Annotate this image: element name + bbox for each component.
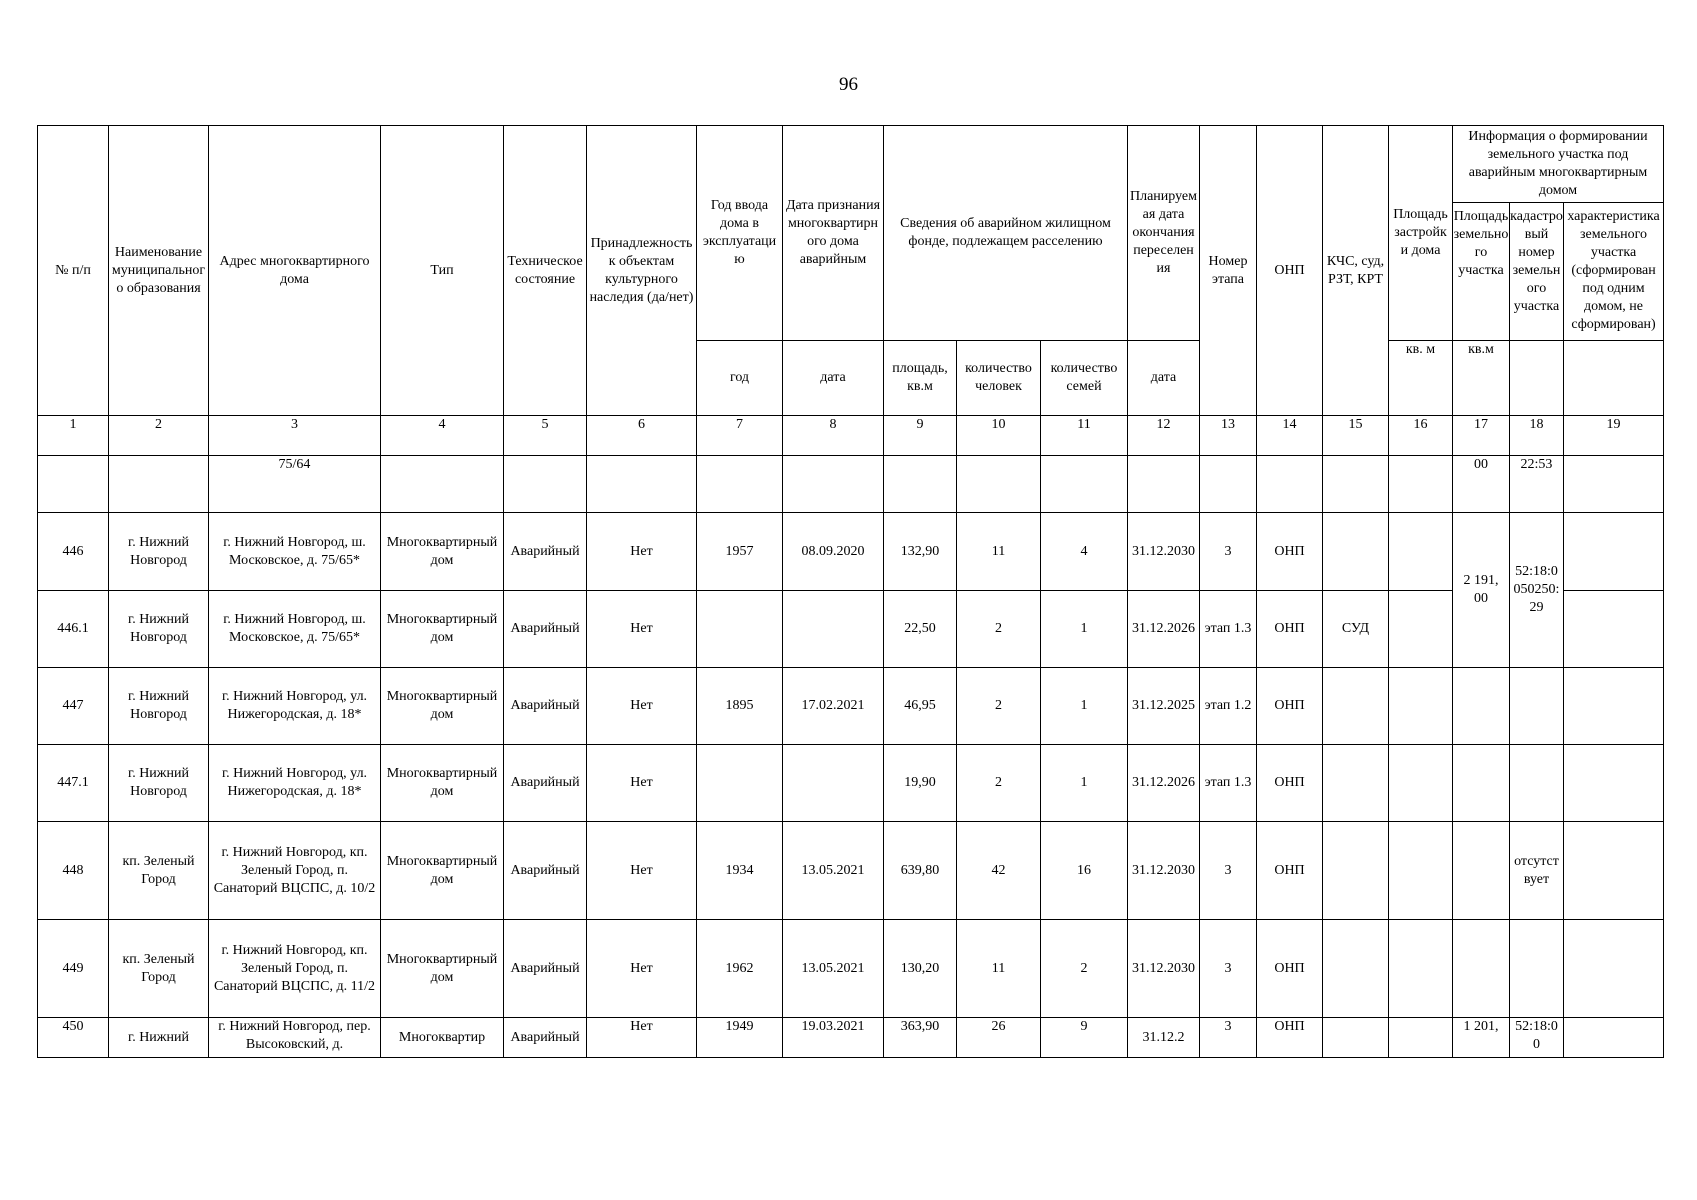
build-area-cell: [1389, 1018, 1453, 1058]
subheader-year: год: [697, 341, 783, 416]
kchs-cell: [1323, 745, 1389, 822]
address-cell: г. Нижний Новгород, кп. Зеленый Город, п. Санаторий ВЦСПС, д. 10/2: [209, 822, 381, 920]
families-cell: 1: [1041, 668, 1128, 745]
num-cell: 450: [38, 1018, 109, 1058]
character-cell: [1564, 822, 1664, 920]
header-cadastral: кадастровый номер земельного участка: [1510, 203, 1564, 340]
header-plan-date: Планируемая дата окончания переселения: [1128, 126, 1200, 341]
date-cell: 13.05.2021: [783, 822, 884, 920]
heritage-cell: Нет: [587, 1018, 697, 1058]
heritage-cell: Нет: [587, 745, 697, 822]
cadastral-cell: [1510, 668, 1564, 745]
state-cell: Аварийный: [504, 591, 587, 668]
heritage-cell: Нет: [587, 591, 697, 668]
state-cell: Аварийный: [504, 745, 587, 822]
table-row: [38, 513, 1664, 591]
stage-cell: 3: [1200, 513, 1257, 591]
date-cell: [783, 591, 884, 668]
header-stage: Номер этапа: [1200, 126, 1257, 416]
people-cell: 42: [957, 822, 1041, 920]
municipality-cell: кп. Зеленый Город: [109, 920, 209, 1018]
area-cell: 132,90: [884, 513, 957, 591]
state-cell: Аварийный: [504, 822, 587, 920]
header-kchs: КЧС, суд, РЗТ, КРТ: [1323, 126, 1389, 416]
address-cell: г. Нижний Новгород, ул. Нижегородская, д. 18*: [209, 668, 381, 745]
onp-cell: ОНП: [1257, 591, 1323, 668]
year-cell: 1962: [697, 920, 783, 1018]
municipality-cell: кп. Зеленый Город: [109, 822, 209, 920]
table-row: [38, 591, 1664, 668]
subheader-build-area-unit: кв. м: [1389, 341, 1453, 416]
heritage-cell: Нет: [587, 513, 697, 591]
stage-cell: этап 1.3: [1200, 745, 1257, 822]
character-cell: [1564, 745, 1664, 822]
area-cell: 46,95: [884, 668, 957, 745]
num-cell: 448: [38, 822, 109, 920]
stage-cell: этап 1.2: [1200, 668, 1257, 745]
municipality-cell: г. Нижний Новгород: [109, 668, 209, 745]
date-cell: 08.09.2020: [783, 513, 884, 591]
column-number: 3: [209, 416, 381, 456]
header-address: Адрес многоквартирного дома: [209, 126, 381, 416]
type-cell: Многоквартирный дом: [381, 920, 504, 1018]
year-cell: 1957: [697, 513, 783, 591]
build-area-cell: [1389, 513, 1453, 591]
address-cell: г. Нижний Новгород, ш. Московское, д. 75/65*: [209, 513, 381, 591]
table-row: [38, 745, 1664, 822]
header-land-area: Площадь земельного участка: [1453, 203, 1510, 340]
heritage-cell: Нет: [587, 668, 697, 745]
plan-date-cell: 31.12.2026: [1128, 745, 1200, 822]
area-cell: 363,90: [884, 1018, 957, 1058]
subheader-land-area-unit: кв.м: [1453, 341, 1510, 416]
page-number: 96: [839, 74, 858, 95]
area-cell: 19,90: [884, 745, 957, 822]
num-cell: 446: [38, 513, 109, 591]
land-area-cell: 1 201,: [1453, 1018, 1510, 1058]
kchs-cell: [1323, 822, 1389, 920]
num-cell: 446.1: [38, 591, 109, 668]
stage-cell: 3: [1200, 1018, 1257, 1058]
build-area-cell: [1389, 745, 1453, 822]
heritage-cell: Нет: [587, 822, 697, 920]
build-area-cell: [1389, 920, 1453, 1018]
state-cell: Аварийный: [504, 1018, 587, 1058]
land-area-cell: [1453, 668, 1510, 745]
land-area-cell: 00: [1453, 456, 1510, 513]
people-cell: 11: [957, 513, 1041, 591]
cadastral-cell: [1510, 920, 1564, 1018]
onp-cell: ОНП: [1257, 822, 1323, 920]
area-cell: 639,80: [884, 822, 957, 920]
column-number: 4: [381, 416, 504, 456]
onp-cell: ОНП: [1257, 1018, 1323, 1058]
type-cell: Многоквартирный дом: [381, 668, 504, 745]
emergency-housing-table: [37, 125, 1664, 1058]
date-cell: 17.02.2021: [783, 668, 884, 745]
land-area-cell: [1453, 745, 1510, 822]
column-number: 10: [957, 416, 1041, 456]
plan-date-cell: 31.12.2025: [1128, 668, 1200, 745]
column-number: 16: [1389, 416, 1453, 456]
column-number: 6: [587, 416, 697, 456]
plan-date-cell: 31.12.2: [1128, 1018, 1200, 1058]
people-cell: 11: [957, 920, 1041, 1018]
column-number: 5: [504, 416, 587, 456]
state-cell: Аварийный: [504, 920, 587, 1018]
type-cell: Многоквартирный дом: [381, 745, 504, 822]
cadastral-cell: [1510, 745, 1564, 822]
type-cell: Многоквартирный дом: [381, 513, 504, 591]
address-cell: г. Нижний Новгород, ул. Нижегородская, д. 18*: [209, 745, 381, 822]
subheader-people: количество человек: [957, 341, 1041, 416]
column-number: 7: [697, 416, 783, 456]
address-cell: г. Нижний Новгород, кп. Зеленый Город, п. Санаторий ВЦСПС, д. 11/2: [209, 920, 381, 1018]
year-cell: [697, 591, 783, 668]
header-type: Тип: [381, 126, 504, 416]
table-row: [38, 456, 1664, 513]
stage-cell: этап 1.3: [1200, 591, 1257, 668]
column-number: 19: [1564, 416, 1664, 456]
table-row: [38, 1018, 1664, 1058]
header-state: Техническое состояние: [504, 126, 587, 416]
type-cell: Многоквартир: [381, 1018, 504, 1058]
date-cell: 19.03.2021: [783, 1018, 884, 1058]
area-cell: 22,50: [884, 591, 957, 668]
families-cell: 4: [1041, 513, 1128, 591]
subheader-area: площадь, кв.м: [884, 341, 957, 416]
cadastral-cell: 52:18:0050250:29: [1510, 513, 1564, 668]
kchs-cell: СУД: [1323, 591, 1389, 668]
header-row: [38, 126, 1664, 341]
address-cell: 75/64: [209, 456, 381, 513]
column-numbers-row: [38, 416, 1664, 456]
people-cell: 2: [957, 745, 1041, 822]
plan-date-cell: 31.12.2030: [1128, 822, 1200, 920]
state-cell: Аварийный: [504, 668, 587, 745]
kchs-cell: [1323, 1018, 1389, 1058]
year-cell: 1895: [697, 668, 783, 745]
municipality-cell: г. Нижний Новгород: [109, 745, 209, 822]
people-cell: 2: [957, 591, 1041, 668]
character-cell: [1564, 1018, 1664, 1058]
column-number: 12: [1128, 416, 1200, 456]
cadastral-cell: отсутствует: [1510, 822, 1564, 920]
column-number: 17: [1453, 416, 1510, 456]
build-area-cell: [1389, 591, 1453, 668]
header-onp: ОНП: [1257, 126, 1323, 416]
character-cell: [1564, 920, 1664, 1018]
heritage-cell: Нет: [587, 920, 697, 1018]
column-number: 18: [1510, 416, 1564, 456]
people-cell: 26: [957, 1018, 1041, 1058]
stage-cell: 3: [1200, 822, 1257, 920]
character-cell: [1564, 668, 1664, 745]
header-housing-info: Сведения об аварийном жилищном фонде, подлежащем расселению: [884, 126, 1128, 341]
land-area-cell: [1453, 822, 1510, 920]
onp-cell: ОНП: [1257, 920, 1323, 1018]
year-cell: 1949: [697, 1018, 783, 1058]
date-cell: 13.05.2021: [783, 920, 884, 1018]
subheader-plan-date: дата: [1128, 341, 1200, 416]
municipality-cell: г. Нижний: [109, 1018, 209, 1058]
people-cell: 2: [957, 668, 1041, 745]
num-cell: 447.1: [38, 745, 109, 822]
date-cell: [783, 745, 884, 822]
header-build-area: Площадь застройки дома: [1389, 126, 1453, 341]
year-cell: 1934: [697, 822, 783, 920]
onp-cell: ОНП: [1257, 745, 1323, 822]
families-cell: 2: [1041, 920, 1128, 1018]
column-number: 8: [783, 416, 884, 456]
build-area-cell: [1389, 822, 1453, 920]
families-cell: 1: [1041, 745, 1128, 822]
land-area-cell: [1453, 920, 1510, 1018]
column-number: 1: [38, 416, 109, 456]
onp-cell: ОНП: [1257, 513, 1323, 591]
families-cell: 16: [1041, 822, 1128, 920]
column-number: 11: [1041, 416, 1128, 456]
table-row: [38, 668, 1664, 745]
type-cell: Многоквартирный дом: [381, 591, 504, 668]
num-cell: 449: [38, 920, 109, 1018]
column-number: 15: [1323, 416, 1389, 456]
municipality-cell: г. Нижний Новгород: [109, 513, 209, 591]
stage-cell: 3: [1200, 920, 1257, 1018]
num-cell: 447: [38, 668, 109, 745]
header-land-character: характеристика земельного участка (сформирован под одним домом, не сформирован): [1567, 209, 1660, 332]
kchs-cell: [1323, 668, 1389, 745]
land-area-cell: 2 191, 00: [1453, 513, 1510, 668]
column-number: 13: [1200, 416, 1257, 456]
plan-date-cell: 31.12.2030: [1128, 920, 1200, 1018]
column-number: 9: [884, 416, 957, 456]
build-area-cell: [1389, 668, 1453, 745]
table-row: [38, 822, 1664, 920]
subheader-families: количество семей: [1041, 341, 1128, 416]
type-cell: Многоквартирный дом: [381, 822, 504, 920]
header-date-recognized: Дата признания многоквартирного дома аварийным: [783, 126, 884, 341]
plan-date-cell: 31.12.2030: [1128, 513, 1200, 591]
address-cell: г. Нижний Новгород, ш. Московское, д. 75/65*: [209, 591, 381, 668]
column-number: 14: [1257, 416, 1323, 456]
header-num: № п/п: [38, 126, 109, 416]
area-cell: 130,20: [884, 920, 957, 1018]
plan-date-cell: 31.12.2026: [1128, 591, 1200, 668]
onp-cell: ОНП: [1257, 668, 1323, 745]
cadastral-cell: 52:18:00: [1510, 1018, 1564, 1058]
kchs-cell: [1323, 920, 1389, 1018]
year-cell: [697, 745, 783, 822]
header-municipality: Наименование муниципального образования: [109, 126, 209, 416]
header-land-info: [1453, 126, 1664, 341]
cadastral-cell: 22:53: [1510, 456, 1564, 513]
kchs-cell: [1323, 513, 1389, 591]
table-row: [38, 920, 1664, 1018]
municipality-cell: г. Нижний Новгород: [109, 591, 209, 668]
families-cell: 1: [1041, 591, 1128, 668]
header-year: Год ввода дома в эксплуатацию: [697, 126, 783, 341]
state-cell: Аварийный: [504, 513, 587, 591]
subheader-date: дата: [783, 341, 884, 416]
families-cell: 9: [1041, 1018, 1128, 1058]
header-heritage: Принадлежность к объектам культурного наследия (да/нет): [587, 126, 697, 416]
address-cell: г. Нижний Новгород, пер. Высоковский, д.: [209, 1018, 381, 1058]
header-land-info-title: Информация о формировании земельного участка под аварийным многоквартирным домом: [1453, 126, 1663, 203]
column-number: 2: [109, 416, 209, 456]
